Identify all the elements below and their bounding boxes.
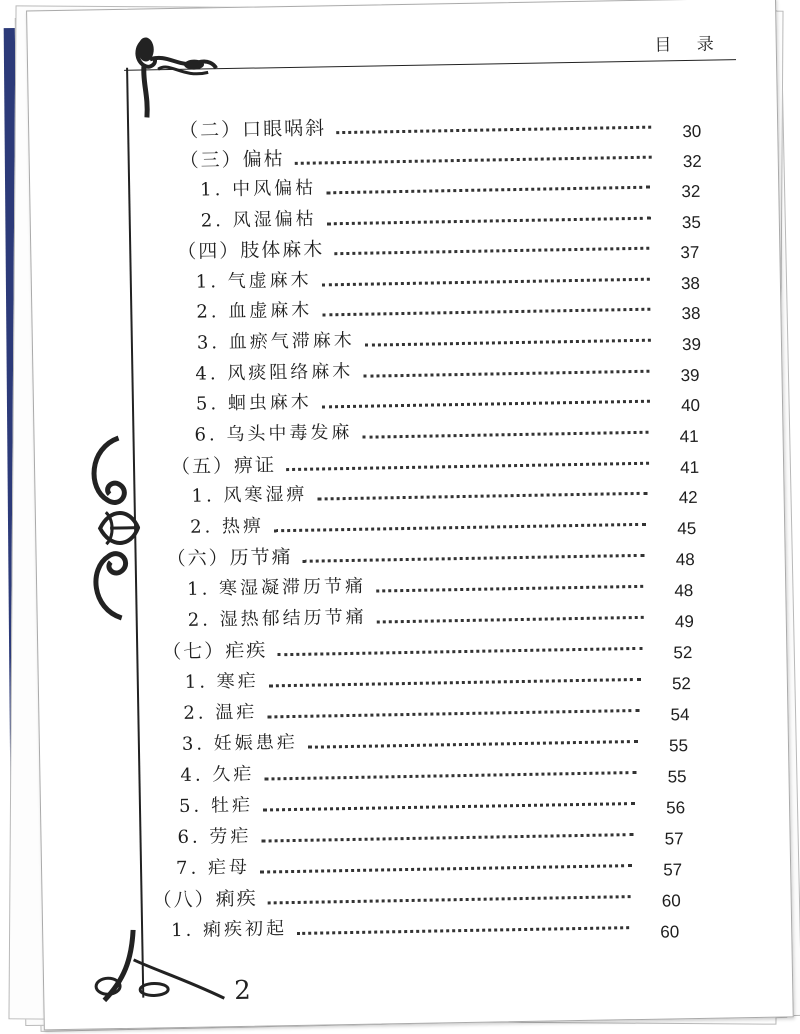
toc-entry-page: 35 <box>681 212 702 233</box>
toc-leader-dots <box>377 616 644 624</box>
table-of-contents <box>27 0 793 1029</box>
toc-leader-dots <box>326 186 650 195</box>
toc-entry-page: 42 <box>678 487 698 508</box>
toc-entry-label: 7. 疟母 <box>175 856 251 880</box>
toc-leader-dots <box>261 833 633 842</box>
toc-entry-page: 32 <box>682 151 702 172</box>
toc-entry-page: 41 <box>679 426 699 447</box>
toc-entry-page: 38 <box>680 273 701 294</box>
toc-entry-page: 56 <box>665 798 686 818</box>
toc-entry-page: 57 <box>663 860 683 880</box>
toc-entry-page: 39 <box>680 365 700 386</box>
toc-leader-dots <box>376 585 643 593</box>
page-number: 2 <box>233 975 252 1007</box>
header-title: 目 录 <box>654 34 724 56</box>
toc-entry-label: 6. 劳疟 <box>177 825 252 849</box>
toc-entry-label: 3. 妊娠患疟 <box>181 731 298 755</box>
toc-entry-page: 38 <box>681 303 701 324</box>
toc-leader-dots <box>308 740 638 749</box>
toc-leader-dots <box>336 126 651 134</box>
toc-entry-page: 39 <box>681 334 702 355</box>
toc-entry-page: 48 <box>675 549 695 570</box>
toc-entry-label: 1. 气虚麻木 <box>195 269 312 293</box>
toc-leader-dots <box>297 926 629 935</box>
toc-leader-dots <box>322 308 650 317</box>
toc-entry-label: 1. 中风偏枯 <box>200 177 317 201</box>
toc-entry-page: 54 <box>670 705 690 725</box>
toc-entry-label: 1. 痢疾初起 <box>170 918 288 942</box>
toc-leader-dots <box>286 462 649 471</box>
toc-entry-label: 5. 牡疟 <box>178 794 254 817</box>
toc-leader-dots <box>327 217 651 226</box>
toc-entry-label: 2. 湿热郁结历节痛 <box>187 606 367 631</box>
toc-entry-label: 2. 血虚麻木 <box>196 299 313 323</box>
toc-leader-dots <box>277 647 642 656</box>
toc-entry-label: 1. 风寒湿痹 <box>191 483 308 507</box>
toc-entry-label: （三）偏枯 <box>179 148 285 172</box>
toc-leader-dots <box>334 247 649 255</box>
toc-entry-label: （五）痹证 <box>170 454 277 479</box>
toc-leader-dots <box>268 895 631 904</box>
toc-leader-dots <box>264 771 636 780</box>
toc-entry-page: 52 <box>671 674 692 694</box>
toc-entry-page: 32 <box>681 181 701 202</box>
toc-entry-label: （四）肢体麻木 <box>177 238 325 263</box>
toc-entry-page: 52 <box>673 643 693 663</box>
toc-entry-label: 6. 乌头中毒发麻 <box>194 421 353 446</box>
toc-entry-page: 41 <box>680 457 700 478</box>
toc-entry-label: 2. 热痹 <box>189 515 265 538</box>
toc-leader-dots <box>267 709 639 718</box>
toc-leader-dots <box>365 339 651 347</box>
toc-leader-dots <box>318 492 648 501</box>
toc-entry-page: 48 <box>674 580 694 601</box>
toc-entry-label: 5. 蛔虫麻木 <box>195 391 313 415</box>
toc-entry-page: 37 <box>680 242 700 263</box>
toc-entry-label: 4. 久疟 <box>180 763 255 786</box>
toc-leader-dots <box>274 523 646 532</box>
toc-leader-dots <box>362 431 648 439</box>
toc-entry-page: 40 <box>680 395 701 416</box>
toc-entry-page: 45 <box>677 518 697 539</box>
toc-entry-page: 60 <box>660 922 680 942</box>
document-page <box>26 0 794 1030</box>
toc-leader-dots <box>363 370 649 378</box>
toc-entry-label: （六）历节痛 <box>166 545 293 571</box>
toc-entry-page: 30 <box>682 121 702 142</box>
toc-entry-label: 2. 温疟 <box>183 701 258 724</box>
toc-entry-label: 1. 寒湿凝滞历节痛 <box>186 575 367 600</box>
toc-entry-page: 60 <box>661 891 681 911</box>
toc-entry-label: （七）疟疾 <box>162 639 268 664</box>
toc-leader-dots <box>260 864 632 873</box>
toc-entry-label: （二）口眼㖞斜 <box>178 117 327 142</box>
toc-entry-label: 4. 风痰阻络麻木 <box>195 360 354 385</box>
toc-leader-dots <box>322 278 650 287</box>
toc-entry-page: 57 <box>664 829 684 849</box>
toc-entry-label: 3. 血瘀气滞麻木 <box>196 329 355 354</box>
toc-entry-page: 49 <box>674 611 694 632</box>
toc-entry-page: 55 <box>668 736 689 756</box>
toc-entry-label: 2. 风湿偏枯 <box>200 208 317 232</box>
toc-leader-dots <box>269 678 641 687</box>
toc-leader-dots <box>322 400 650 409</box>
toc-entry-label: 1. 寒疟 <box>184 670 259 693</box>
toc-entry-label: （八）痢疾 <box>152 887 258 912</box>
toc-leader-dots <box>263 802 635 811</box>
toc-entry-page: 55 <box>667 767 687 787</box>
toc-leader-dots <box>295 156 652 165</box>
toc-leader-dots <box>303 554 645 563</box>
